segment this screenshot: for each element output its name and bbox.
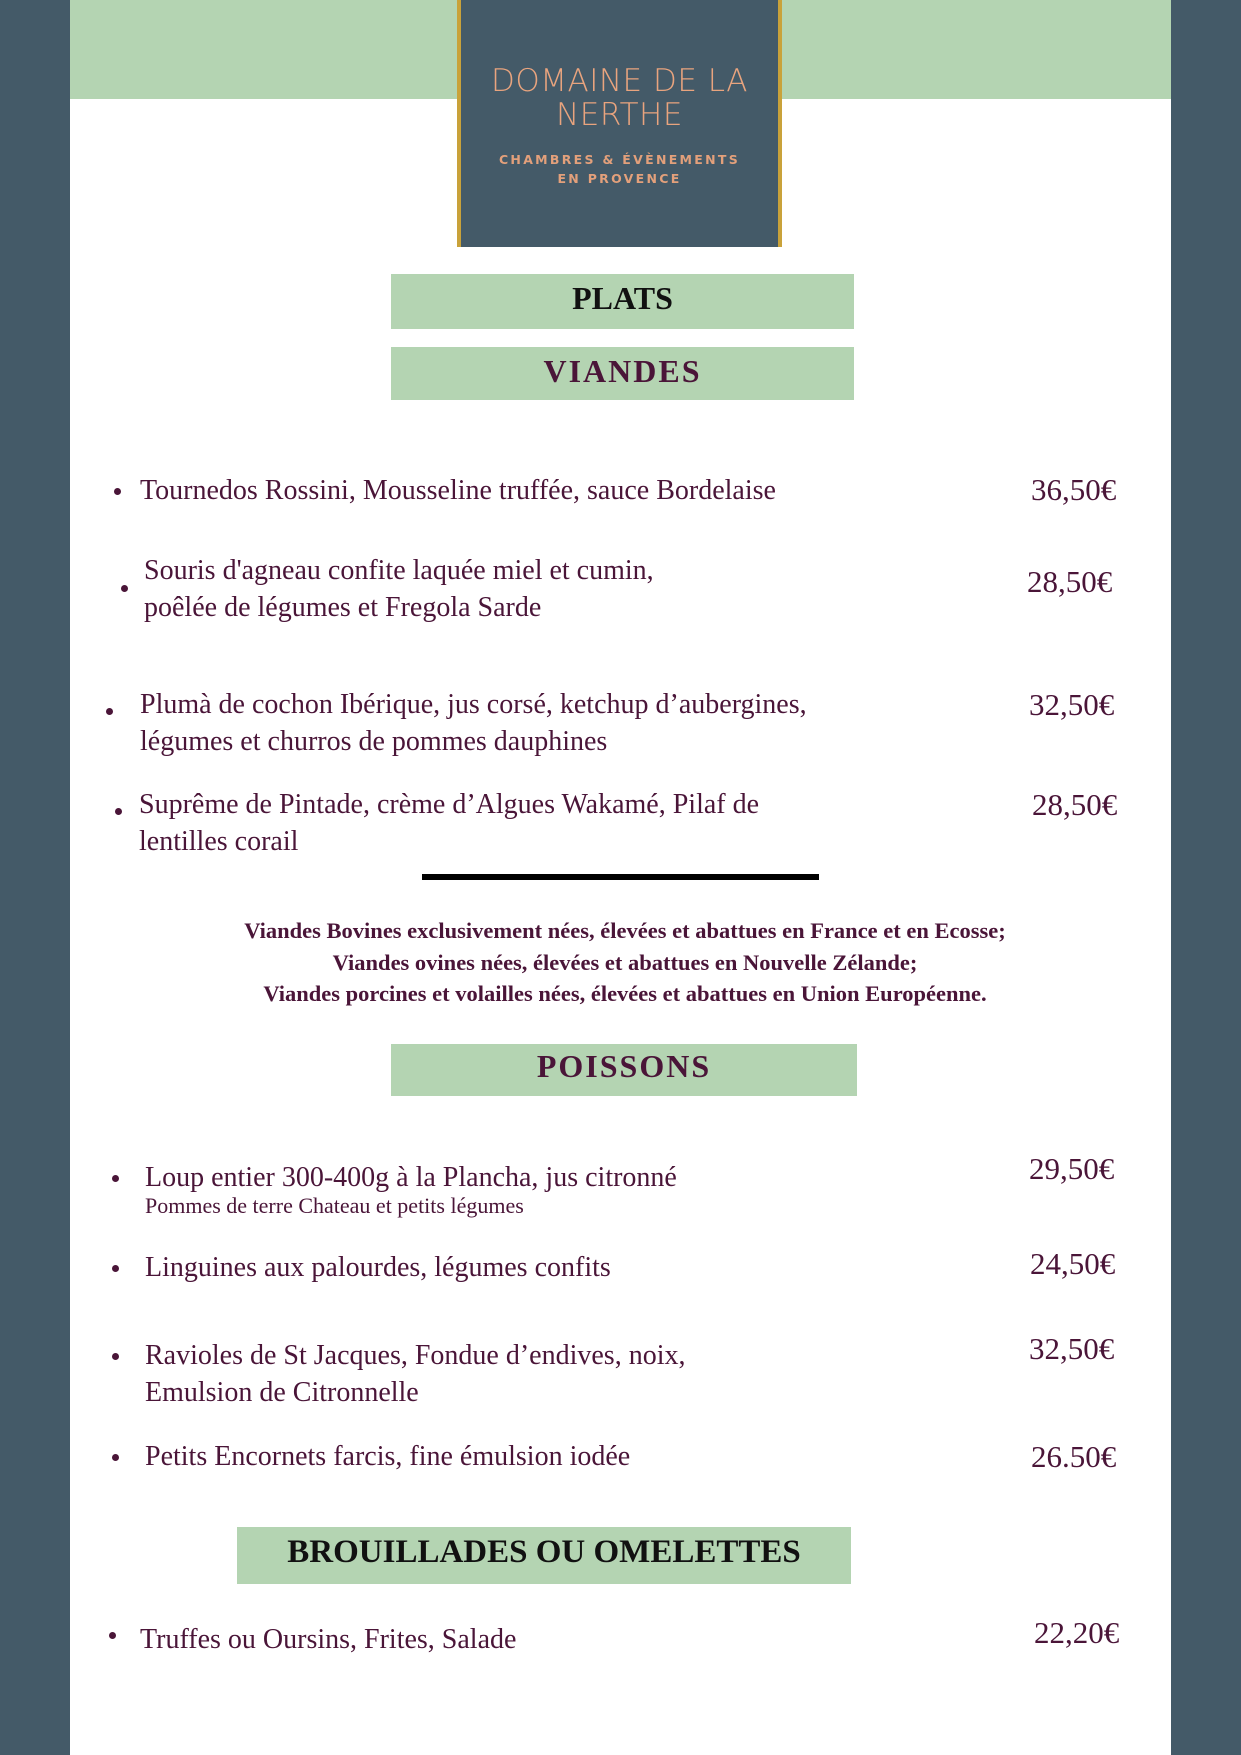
section-heading-text: BROUILLADES OU OMELETTES: [287, 1534, 801, 1570]
bullet-icon: [121, 585, 128, 592]
bullet-icon: [114, 488, 121, 495]
bullet-icon: [109, 1632, 116, 1639]
item-subdescription: Pommes de terre Chateau et petits légumes: [145, 1193, 524, 1218]
item-description: Suprême de Pintade, crème d’Algues Wakamé, Pilaf de: [139, 789, 760, 820]
brand-tagline-line2: EN PROVENCE: [557, 171, 682, 186]
item-price: 22,20€: [1034, 1615, 1120, 1650]
menu-item: [106, 1337, 685, 1411]
menu-item: [102, 1621, 516, 1658]
item-price: 24,50€: [1030, 1246, 1116, 1281]
menu-item: [106, 1438, 630, 1475]
menu-item: [102, 686, 807, 760]
item-price: 32,50€: [1029, 687, 1115, 722]
item-description: Linguines aux palourdes, légumes confits: [145, 1252, 611, 1283]
brand-name-line2: NERTHE: [556, 97, 683, 133]
section-heading-brouillades: [237, 1527, 851, 1584]
menu-item: [106, 1249, 611, 1286]
brand-logo: [457, 0, 782, 247]
menu-item: [106, 472, 776, 509]
item-price: 29,50€: [1029, 1151, 1115, 1186]
section-divider: [422, 874, 819, 880]
brand-tagline: [461, 150, 778, 188]
origin-note-line: Viandes Bovines exclusivement nées, élevées et abattues en France et en Ecosse;: [244, 918, 1006, 943]
brand-name-line1: DOMAINE DE LA: [491, 63, 748, 99]
bullet-icon: [112, 1265, 119, 1272]
origin-note-line: Viandes ovines nées, élevées et abattues en Nouvelle Zélande;: [332, 949, 918, 975]
menu-item: [106, 1159, 677, 1220]
item-description: poêlée de légumes et Fregola Sarde: [144, 592, 542, 623]
item-description: Truffes ou Oursins, Frites, Salade: [140, 1624, 517, 1655]
item-description: Loup entier 300-400g à la Plancha, jus citronné: [145, 1162, 677, 1193]
section-heading-poissons: [391, 1044, 857, 1096]
brand-tagline-line1: CHAMBRES & ÉVÈNEMENTS: [498, 152, 741, 167]
item-price: 36,50€: [1031, 472, 1117, 507]
bullet-icon: [115, 808, 122, 815]
item-price: 28,50€: [1032, 787, 1118, 822]
section-heading-text: VIANDES: [543, 353, 702, 389]
menu-title-text: PLATS: [572, 280, 673, 316]
section-heading-viandes: [391, 347, 854, 400]
bullet-icon: [112, 1454, 119, 1461]
meat-origin-note: [90, 915, 1160, 1010]
item-description: Emulsion de Citronnelle: [145, 1377, 419, 1408]
item-description: Plumà de cochon Ibérique, jus corsé, ketchup d’aubergines,: [140, 689, 807, 720]
item-price: 32,50€: [1029, 1331, 1115, 1366]
item-description: Petits Encornets farcis, fine émulsion iodée: [145, 1441, 631, 1472]
menu-item: [106, 552, 654, 626]
menu-item: [102, 786, 759, 860]
item-description: Souris d'agneau confite laquée miel et cumin,: [144, 555, 654, 586]
item-price: 26.50€: [1031, 1439, 1117, 1474]
item-description: légumes et churros de pommes dauphines: [140, 726, 608, 757]
item-price: 28,50€: [1027, 564, 1113, 599]
item-description: Ravioles de St Jacques, Fondue d’endives, noix,: [145, 1340, 686, 1371]
origin-note-line: Viandes porcines et volailles nées, élevées et abattues en Union Européenne.: [263, 981, 987, 1006]
item-description: Tournedos Rossini, Mousseline truffée, sauce Bordelaise: [140, 475, 776, 506]
bullet-icon: [112, 1353, 119, 1360]
section-heading-text: POISSONS: [536, 1048, 712, 1084]
menu-title: [391, 274, 854, 329]
brand-name: [461, 64, 778, 132]
bullet-icon: [112, 1175, 119, 1182]
bullet-icon: [106, 708, 113, 715]
item-description: lentilles corail: [139, 826, 299, 857]
